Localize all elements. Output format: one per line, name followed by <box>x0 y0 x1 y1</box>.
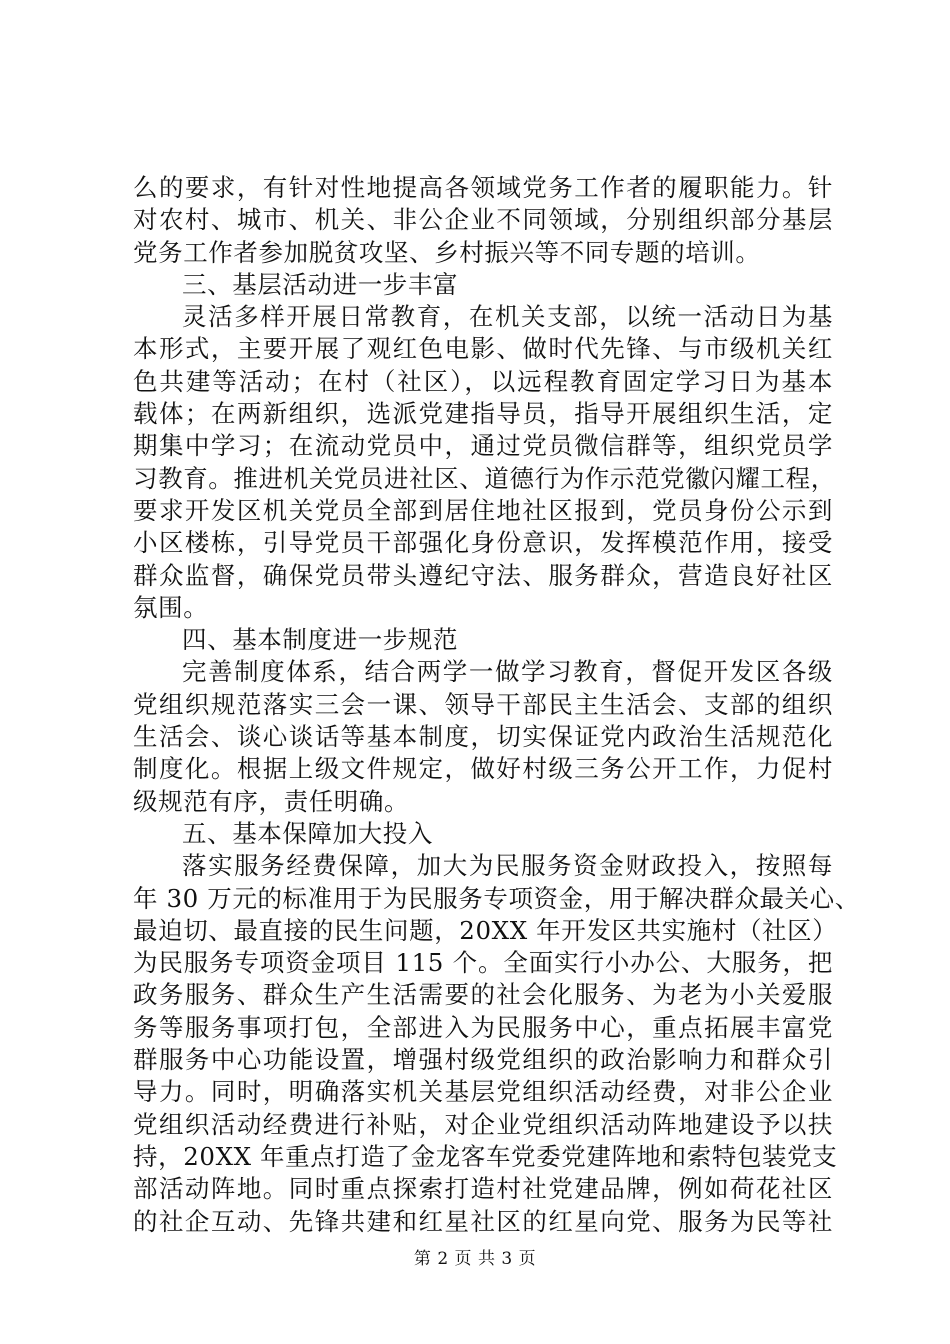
text-line: 载体；在两新组织，选派党建指导员，指导开展组织生活，定 <box>133 399 833 429</box>
text-line: 部活动阵地。同时重点探索打造村社党建品牌，例如荷花社区 <box>133 1174 833 1204</box>
section-heading: 三、基层活动进一步丰富 <box>182 269 459 299</box>
text-line: 对农村、城市、机关、非公企业不同领域，分别组织部分基层 <box>133 205 833 235</box>
text-line: 生活会、谈心谈话等基本制度，切实保证党内政治生活规范化 <box>133 722 833 752</box>
text-line: 色共建等活动；在村（社区），以远程教育固定学习日为基本 <box>133 366 833 396</box>
text-line: 本形式，主要开展了观红色电影、做时代先锋、与市级机关红 <box>133 334 833 364</box>
text-line: 党组织规范落实三会一课、领导干部民主生活会、支部的组织 <box>133 689 833 719</box>
text-line: 级规范有序，责任明确。 <box>133 786 410 816</box>
text-line: 持，20XX 年重点打造了金龙客车党委党建阵地和索特包装党支 <box>133 1141 838 1171</box>
text-line: 落实服务经费保障，加大为民服务资金财政投入，按照每 <box>182 851 833 881</box>
text-line: 政务服务、群众生产生活需要的社会化服务、为老为小关爱服 <box>133 980 833 1010</box>
section-heading: 五、基本保障加大投入 <box>182 818 433 848</box>
text-line: 最迫切、最直接的民生问题，20XX 年开发区共实施村（社区） <box>133 915 838 945</box>
text-line: 习教育。推进机关党员进社区、道德行为作示范党徽闪耀工程， <box>133 463 836 493</box>
text-line: 制度化。根据上级文件规定，做好村级三务公开工作，力促村 <box>133 754 833 784</box>
section-heading: 四、基本制度进一步规范 <box>182 625 459 655</box>
text-line: 的社企互动、先锋共建和红星社区的红星向党、服务为民等社 <box>133 1206 833 1236</box>
page-footer <box>0 1244 950 1269</box>
page-number-label: 第 2 页 共 3 页 <box>413 1249 537 1269</box>
text-line: 氛围。 <box>133 592 209 622</box>
text-line: 群服务中心功能设置，增强村级党组织的政治影响力和群众引 <box>133 1045 833 1075</box>
text-line: 期集中学习；在流动党员中，通过党员微信群等，组织党员学 <box>133 431 833 461</box>
text-line: 小区楼栋，引导党员干部强化身份意识，发挥模范作用，接受 <box>133 528 833 558</box>
text-line: 要求开发区机关党员全部到居住地社区报到，党员身份公示到 <box>133 495 833 525</box>
text-line: 年 30 万元的标准用于为民服务专项资金，用于解决群众最关心、 <box>133 883 860 913</box>
text-line: 党务工作者参加脱贫攻坚、乡村振兴等不同专题的培训。 <box>133 237 761 267</box>
text-line: 为民服务专项资金项目 115 个。全面实行小办公、大服务，把 <box>133 948 833 978</box>
text-line: 群众监督，确保党员带头遵纪守法、服务群众，营造良好社区 <box>133 560 833 590</box>
text-line: 导力。同时，明确落实机关基层党组织活动经费，对非公企业 <box>133 1077 833 1107</box>
text-line: 完善制度体系，结合两学一做学习教育，督促开发区各级 <box>182 657 833 687</box>
text-line: 党组织活动经费进行补贴，对企业党组织活动阵地建设予以扶 <box>133 1109 833 1139</box>
text-line: 务等服务事项打包，全部进入为民服务中心，重点拓展丰富党 <box>133 1012 833 1042</box>
document-page <box>133 172 860 1238</box>
text-line: 么的要求，有针对性地提高各领域党务工作者的履职能力。针 <box>133 173 833 202</box>
text-line: 灵活多样开展日常教育，在机关支部，以统一活动日为基 <box>182 302 833 332</box>
